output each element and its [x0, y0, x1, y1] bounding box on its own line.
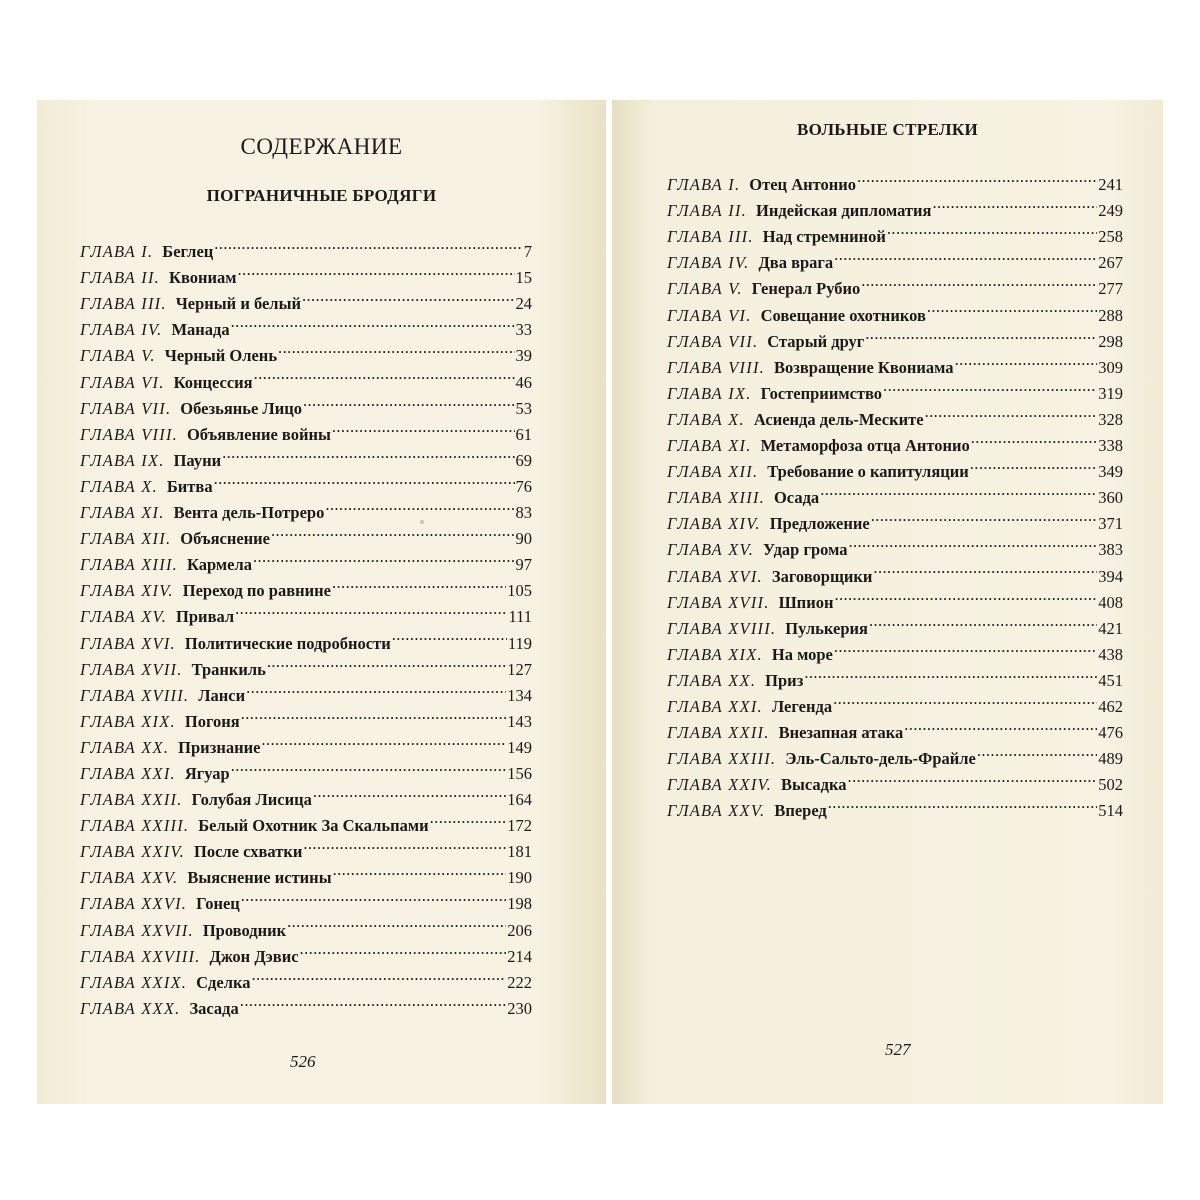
chapter-title: Квониам — [169, 268, 237, 288]
chapter-title: Высадка — [781, 775, 847, 795]
chapter-page-number: 46 — [515, 372, 532, 392]
chapter-number: ГЛАВА XXIII. — [80, 816, 190, 836]
chapter-number: ГЛАВА XXIV. — [80, 842, 186, 862]
chapter-number: ГЛАВА XXIII. — [667, 749, 777, 769]
chapter-number: ГЛАВА IV. — [667, 253, 750, 273]
chapter-number: ГЛАВА XX. — [80, 737, 170, 757]
chapter-number: ГЛАВА II. — [80, 268, 160, 288]
chapter-title: Джон Дэвис — [209, 946, 299, 966]
chapter-title: Внезапная атака — [778, 723, 904, 743]
chapter-number: ГЛАВА XI. — [667, 436, 752, 456]
dot-leader — [302, 283, 515, 309]
chapter-number: ГЛАВА XV. — [667, 540, 755, 560]
chapter-page-number: 61 — [515, 424, 532, 444]
dot-leader — [883, 373, 1097, 399]
chapter-title: Предложение — [769, 514, 870, 534]
chapter-number: ГЛАВА III. — [667, 227, 754, 247]
chapter-title: После схватки — [194, 842, 303, 862]
dot-leader — [925, 399, 1098, 425]
chapter-page-number: 222 — [507, 972, 532, 992]
dot-leader — [932, 190, 1097, 216]
paper-speck — [420, 520, 424, 524]
dot-leader — [241, 701, 507, 727]
dot-leader — [820, 477, 1097, 503]
chapter-page-number: 83 — [515, 503, 532, 523]
chapter-title: Над стремниной — [762, 227, 886, 247]
chapter-title: Возвращение Квониама — [773, 357, 954, 377]
chapter-page-number: 97 — [515, 555, 532, 575]
chapter-title: Ягуар — [184, 763, 230, 783]
chapter-title: Проводник — [202, 920, 287, 940]
chapter-number: ГЛАВА XXII. — [667, 723, 770, 743]
chapter-title: Совещание охотников — [760, 305, 926, 325]
dot-leader — [303, 831, 506, 857]
section-title-free-shooters: ВОЛЬНЫЕ СТРЕЛКИ — [797, 120, 978, 139]
dot-leader — [271, 518, 515, 544]
chapter-number: ГЛАВА XVI. — [80, 633, 176, 653]
chapter-page-number: 371 — [1098, 514, 1123, 534]
chapter-page-number: 206 — [507, 920, 532, 940]
chapter-title: Шпион — [778, 592, 834, 612]
chapter-number: ГЛАВА XXII. — [80, 790, 183, 810]
chapter-title: Погоня — [184, 711, 240, 731]
chapter-number: ГЛАВА VII. — [80, 398, 172, 418]
chapter-number: ГЛАВА XVI. — [667, 566, 763, 586]
chapter-number: ГЛАВА VIII. — [667, 357, 765, 377]
chapter-number: ГЛАВА XVIII. — [667, 618, 777, 638]
chapter-title: Привал — [176, 607, 235, 627]
chapter-title: Осада — [773, 488, 820, 508]
dot-leader — [887, 216, 1097, 242]
chapter-page-number: 476 — [1098, 723, 1123, 743]
dot-leader — [246, 675, 506, 701]
chapter-page-number: 143 — [507, 711, 532, 731]
chapter-title: Черный Олень — [164, 346, 278, 366]
dot-leader — [261, 727, 506, 753]
chapter-number: ГЛАВА X. — [667, 409, 745, 429]
dot-leader — [238, 257, 515, 283]
chapter-number: ГЛАВА XIX. — [667, 644, 763, 664]
chapter-number: ГЛАВА XXI. — [667, 696, 763, 716]
dot-leader — [231, 309, 515, 335]
dot-leader — [834, 582, 1097, 608]
chapter-number: ГЛАВА I. — [667, 175, 741, 195]
chapter-page-number: 134 — [507, 685, 532, 705]
chapter-number: ГЛАВА XIII. — [80, 555, 178, 575]
chapter-page-number: 149 — [507, 737, 532, 757]
chapter-number: ГЛАВА XI. — [80, 503, 165, 523]
chapter-page-number: 33 — [515, 320, 532, 340]
dot-leader — [848, 529, 1097, 555]
chapter-title: Легенда — [771, 696, 833, 716]
chapter-title: Белый Охотник За Скальпами — [198, 816, 429, 836]
chapter-page-number: 349 — [1098, 462, 1123, 482]
toc-list-left — [80, 231, 532, 1018]
chapter-page-number: 338 — [1098, 436, 1123, 456]
chapter-number: ГЛАВА XII. — [80, 529, 172, 549]
chapter-page-number: 298 — [1098, 331, 1123, 351]
chapter-page-number: 514 — [1098, 801, 1123, 821]
chapter-number: ГЛАВА XIII. — [667, 488, 765, 508]
chapter-number: ГЛАВА XXIX. — [80, 972, 188, 992]
chapter-page-number: 53 — [515, 398, 532, 418]
chapter-number: ГЛАВА XVIII. — [80, 685, 190, 705]
dot-leader — [970, 451, 1097, 477]
dot-leader — [927, 294, 1097, 320]
chapter-number: ГЛАВА XVII. — [667, 592, 770, 612]
chapter-number: ГЛАВА XXX. — [80, 998, 181, 1018]
chapter-page-number: 319 — [1098, 383, 1123, 403]
chapter-number: ГЛАВА XXVII. — [80, 920, 194, 940]
chapter-title: Два врага — [758, 253, 834, 273]
dot-leader — [869, 608, 1097, 634]
chapter-title: Битва — [166, 476, 213, 496]
chapter-title: Выяснение истины — [187, 868, 332, 888]
dot-leader — [222, 440, 514, 466]
chapter-number: ГЛАВА V. — [667, 279, 743, 299]
dot-leader — [313, 779, 506, 805]
chapter-page-number: 489 — [1098, 749, 1123, 769]
dot-leader — [828, 790, 1097, 816]
dot-leader — [873, 555, 1097, 581]
chapter-page-number: 24 — [515, 294, 532, 314]
chapter-title: Обезьянье Лицо — [180, 398, 302, 418]
chapter-title: Объявление войны — [186, 424, 331, 444]
chapter-page-number: 214 — [507, 946, 532, 966]
chapter-number: ГЛАВА II. — [667, 201, 747, 221]
chapter-page-number: 438 — [1098, 644, 1123, 664]
toc-entry — [80, 231, 532, 262]
chapter-number: ГЛАВА XV. — [80, 607, 168, 627]
chapter-number: ГЛАВА V. — [80, 346, 156, 366]
chapter-page-number: 7 — [523, 242, 532, 262]
dot-leader — [430, 805, 507, 831]
chapter-number: ГЛАВА XIX. — [80, 711, 176, 731]
chapter-title: Удар грома — [763, 540, 848, 560]
chapter-page-number: 39 — [515, 346, 532, 366]
chapter-page-number: 451 — [1098, 670, 1123, 690]
chapter-page-number: 190 — [507, 868, 532, 888]
chapter-page-number: 258 — [1098, 227, 1123, 247]
chapter-page-number: 383 — [1098, 540, 1123, 560]
dot-leader — [977, 738, 1097, 764]
page-number-left: 526 — [290, 1052, 316, 1071]
section-title-border-drifters: ПОГРАНИЧНЫЕ БРОДЯГИ — [206, 186, 437, 205]
dot-leader — [865, 321, 1097, 347]
dot-leader — [871, 503, 1098, 529]
dot-leader — [267, 649, 506, 675]
dot-leader — [971, 425, 1097, 451]
dot-leader — [303, 388, 515, 414]
chapter-page-number: 127 — [507, 659, 532, 679]
chapter-page-number: 111 — [508, 607, 532, 627]
dot-leader — [241, 883, 506, 909]
chapter-title: Эль-Сальто-дель-Фрайле — [785, 749, 976, 769]
chapter-number: ГЛАВА VI. — [80, 372, 165, 392]
chapter-page-number: 164 — [507, 790, 532, 810]
page-number-right: 527 — [885, 1040, 911, 1059]
chapter-number: ГЛАВА VIII. — [80, 424, 178, 444]
chapter-title: Отец Антонио — [749, 175, 857, 195]
chapter-number: ГЛАВА IV. — [80, 320, 163, 340]
chapter-title: Объяснение — [180, 529, 270, 549]
dot-leader — [214, 466, 515, 492]
dot-leader — [231, 753, 507, 779]
chapter-number: ГЛАВА XIV. — [667, 514, 761, 534]
chapter-title: Гостеприимство — [760, 383, 883, 403]
chapter-page-number: 119 — [507, 633, 532, 653]
chapter-title: Голубая Лисица — [191, 790, 312, 810]
dot-leader — [861, 268, 1097, 294]
dot-leader — [392, 622, 507, 648]
dot-leader — [848, 764, 1098, 790]
chapter-title: Старый друг — [767, 331, 865, 351]
chapter-number: ГЛАВА XX. — [667, 670, 757, 690]
chapter-page-number: 309 — [1098, 357, 1123, 377]
dot-leader — [804, 660, 1097, 686]
chapter-number: ГЛАВА XXV. — [667, 801, 766, 821]
chapter-title: Вперед — [774, 801, 827, 821]
chapter-page-number: 69 — [515, 450, 532, 470]
chapter-title: Требование о капитуляции — [767, 462, 969, 482]
chapter-number: ГЛАВА VI. — [667, 305, 752, 325]
chapter-title: Беглец — [162, 242, 214, 262]
chapter-number: ГЛАВА IX. — [80, 450, 165, 470]
dot-leader — [333, 857, 507, 883]
chapter-title: Пауни — [173, 450, 222, 470]
chapter-title: Приз — [765, 670, 804, 690]
chapter-title: Признание — [178, 737, 261, 757]
chapter-number: ГЛАВА I. — [80, 242, 154, 262]
toc-list-right — [667, 164, 1123, 821]
chapter-title: Политические подробности — [184, 633, 391, 653]
toc-entry — [667, 164, 1123, 195]
chapter-page-number: 172 — [507, 816, 532, 836]
dot-leader — [252, 962, 507, 988]
chapter-page-number: 288 — [1098, 305, 1123, 325]
chapter-title: Засада — [189, 998, 239, 1018]
chapter-title: Переход по равнине — [182, 581, 331, 601]
chapter-number: ГЛАВА XII. — [667, 462, 759, 482]
chapter-page-number: 360 — [1098, 488, 1123, 508]
chapter-number: ГЛАВА X. — [80, 476, 158, 496]
chapter-title: Пулькерия — [785, 618, 868, 638]
dot-leader — [278, 335, 514, 361]
chapter-title: Генерал Рубио — [751, 279, 861, 299]
dot-leader — [287, 909, 506, 935]
chapter-number: ГЛАВА III. — [80, 294, 167, 314]
chapter-title: Вента дель-Потреро — [173, 503, 325, 523]
chapter-number: ГЛАВА XVII. — [80, 659, 183, 679]
chapter-title: Кармела — [186, 555, 252, 575]
dot-leader — [834, 634, 1097, 660]
chapter-number: ГЛАВА XXV. — [80, 868, 179, 888]
chapter-number: ГЛАВА XXVI. — [80, 894, 188, 914]
chapter-page-number: 156 — [507, 763, 532, 783]
dot-leader — [332, 414, 515, 440]
chapter-title: Сделка — [196, 972, 251, 992]
chapter-page-number: 394 — [1098, 566, 1123, 586]
dot-leader — [240, 988, 506, 1014]
chapter-title: Метаморфоза отца Антонио — [760, 436, 970, 456]
chapter-page-number: 408 — [1098, 592, 1123, 612]
chapter-page-number: 181 — [507, 842, 532, 862]
contents-heading: СОДЕРЖАНИЕ — [240, 134, 403, 159]
chapter-page-number: 90 — [515, 529, 532, 549]
chapter-title: Концессия — [173, 372, 253, 392]
chapter-page-number: 277 — [1098, 279, 1123, 299]
dot-leader — [254, 361, 515, 387]
dot-leader — [253, 544, 515, 570]
chapter-number: ГЛАВА XXVIII. — [80, 946, 201, 966]
chapter-title: На море — [771, 644, 833, 664]
chapter-number: ГЛАВА XXIV. — [667, 775, 773, 795]
chapter-page-number: 198 — [507, 894, 532, 914]
chapter-page-number: 502 — [1098, 775, 1123, 795]
chapter-number: ГЛАВА XIV. — [80, 581, 174, 601]
dot-leader — [300, 936, 507, 962]
chapter-page-number: 267 — [1098, 253, 1123, 273]
chapter-title: Ланси — [198, 685, 246, 705]
dot-leader — [955, 347, 1098, 373]
dot-leader — [904, 712, 1097, 738]
chapter-page-number: 421 — [1098, 618, 1123, 638]
chapter-page-number: 15 — [515, 268, 532, 288]
right-page — [612, 100, 1163, 1104]
chapter-page-number: 249 — [1098, 201, 1123, 221]
chapter-page-number: 462 — [1098, 696, 1123, 716]
left-page — [37, 100, 606, 1104]
chapter-page-number: 76 — [515, 476, 532, 496]
dot-leader — [332, 570, 506, 596]
dot-leader — [235, 596, 507, 622]
chapter-title: Манада — [171, 320, 230, 340]
dot-leader — [214, 231, 522, 257]
chapter-number: ГЛАВА VII. — [667, 331, 759, 351]
dot-leader — [833, 686, 1097, 712]
dot-leader — [857, 164, 1097, 190]
chapter-page-number: 328 — [1098, 409, 1123, 429]
chapter-title: Транкиль — [191, 659, 266, 679]
chapter-title: Гонец — [196, 894, 240, 914]
chapter-title: Черный и белый — [175, 294, 301, 314]
chapter-page-number: 241 — [1098, 175, 1123, 195]
dot-leader — [834, 242, 1097, 268]
chapter-number: ГЛАВА XXI. — [80, 763, 176, 783]
chapter-page-number: 105 — [507, 581, 532, 601]
chapter-number: ГЛАВА IX. — [667, 383, 752, 403]
chapter-title: Асиенда дель-Меските — [753, 409, 924, 429]
chapter-title: Индейская дипломатия — [756, 201, 932, 221]
chapter-title: Заговорщики — [771, 566, 873, 586]
dot-leader — [325, 492, 514, 518]
chapter-page-number: 230 — [507, 998, 532, 1018]
